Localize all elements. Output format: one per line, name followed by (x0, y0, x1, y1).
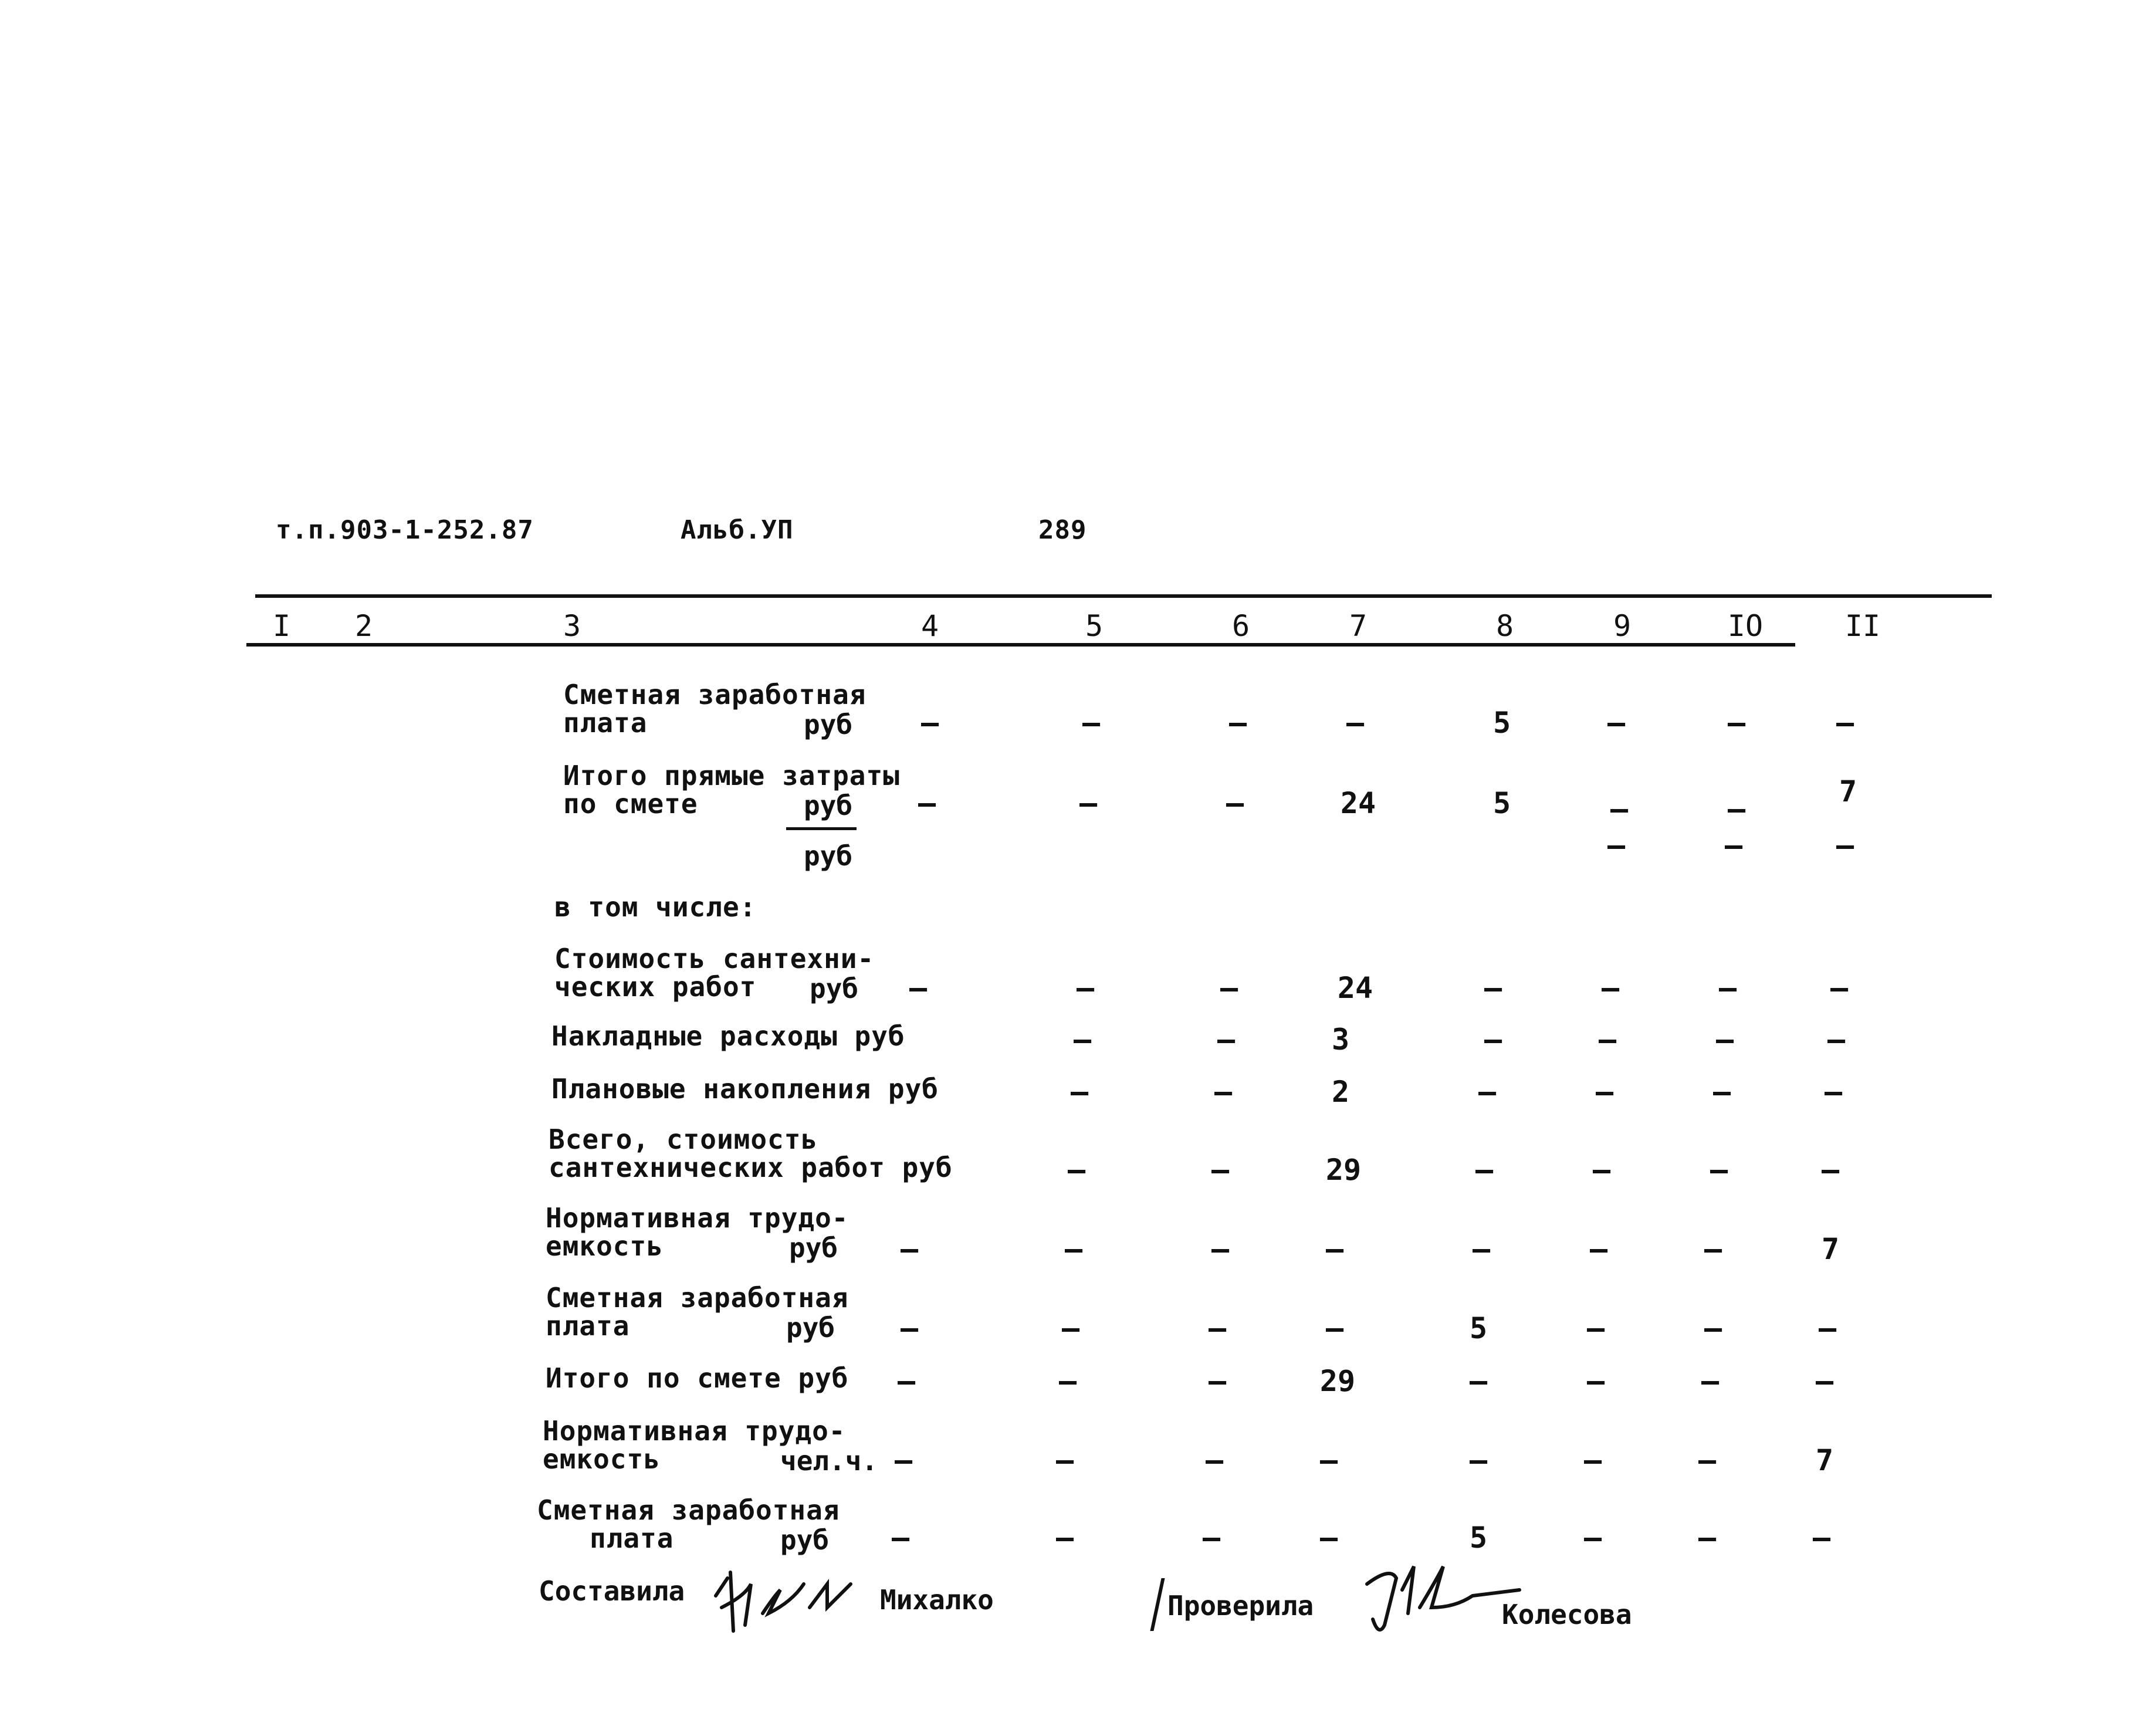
row-label: Нормативная трудо- емкость (546, 1202, 849, 1262)
cell-value: – (1710, 1153, 1728, 1187)
column-number: 9 (1613, 609, 1632, 643)
cell-value: 24 (1337, 971, 1373, 1005)
row-unit: руб (780, 1524, 830, 1556)
cell-value: – (1205, 1443, 1224, 1477)
cell-value: – (918, 786, 936, 820)
cell-value: – (1082, 706, 1101, 740)
cell-value: – (1469, 1364, 1488, 1398)
cell-value: – (1727, 706, 1746, 740)
cell-value: – (891, 1521, 910, 1555)
cell-value: – (1055, 1443, 1074, 1477)
cell-value: – (1824, 1075, 1843, 1109)
row-unit: руб (810, 973, 859, 1004)
compiled-by-name: Михалко (880, 1584, 994, 1616)
row-unit: чел.ч. (780, 1445, 878, 1477)
cell-value: – (1698, 1443, 1717, 1477)
cell-value: – (1607, 828, 1626, 862)
row-label: Сметная заработная плата (546, 1282, 849, 1342)
cell-value: – (1319, 1521, 1338, 1555)
cell-value: 5 (1492, 786, 1511, 820)
document-code: т.п.903-1-252.87 (276, 515, 534, 545)
cell-value: – (1712, 1075, 1731, 1109)
cell-value: – (1836, 706, 1854, 740)
column-number: 8 (1495, 609, 1514, 643)
row-label: Сметная заработная плата (563, 679, 867, 739)
cell-value: – (1202, 1521, 1221, 1555)
row-label: Всего, стоимость сантехнических работ руб (549, 1123, 953, 1183)
cell-value: – (1583, 1521, 1602, 1555)
cell-value: – (894, 1443, 913, 1477)
row-label: Нормативная трудо- емкость (543, 1415, 846, 1475)
cell-value: – (909, 971, 928, 1005)
column-number: 7 (1349, 609, 1368, 643)
row-unit: руб (804, 790, 853, 821)
cell-value: – (1319, 1443, 1338, 1477)
cell-value: – (1607, 706, 1626, 740)
cell-value: 3 (1331, 1023, 1350, 1057)
row-label: Накладные расходы руб (551, 1020, 905, 1052)
cell-value: – (1701, 1364, 1720, 1398)
cell-value: – (1583, 1443, 1602, 1477)
cell-value: – (1079, 786, 1098, 820)
row-unit: руб (804, 840, 853, 872)
cell-value: – (920, 706, 939, 740)
cell-value: – (1076, 971, 1095, 1005)
cell-value: 29 (1319, 1364, 1356, 1398)
compiled-by-label: Составила (539, 1575, 685, 1607)
column-number: 2 (354, 609, 373, 643)
cell-value: – (1610, 792, 1629, 826)
cell-value: – (1715, 1023, 1734, 1057)
cell-value: – (897, 1364, 916, 1398)
cell-value: – (1704, 1311, 1722, 1345)
cell-value: – (1070, 1075, 1089, 1109)
section-label: в том числе: (554, 891, 757, 923)
unit-fraction-line (786, 827, 857, 830)
cell-value: – (1484, 1023, 1502, 1057)
row-label: Стоимость сантехни- ческих работ (554, 943, 875, 1003)
row-unit: руб (804, 709, 853, 740)
cell-value: – (1718, 971, 1737, 1005)
cell-value: – (1827, 1023, 1846, 1057)
cell-value: – (900, 1232, 919, 1266)
cell-value: – (1208, 1311, 1227, 1345)
cell-value: 7 (1815, 1443, 1834, 1477)
cell-value: – (1217, 1023, 1236, 1057)
cell-value: – (1214, 1075, 1233, 1109)
cell-value: 29 (1325, 1153, 1362, 1187)
cell-value: – (1812, 1521, 1831, 1555)
column-number: II (1844, 609, 1881, 643)
cell-value: – (1211, 1232, 1230, 1266)
cell-value: – (1058, 1364, 1077, 1398)
cell-value: – (1727, 792, 1746, 826)
cell-value: – (1211, 1153, 1230, 1187)
row-label: Плановые накопления руб (551, 1073, 939, 1105)
cell-value: – (1226, 786, 1244, 820)
cell-value: – (1592, 1153, 1611, 1187)
cell-value: – (1067, 1153, 1086, 1187)
page-number: 289 (1038, 515, 1087, 545)
cell-value: 5 (1492, 706, 1511, 740)
cell-value: – (1724, 828, 1743, 862)
cell-value: – (1228, 706, 1247, 740)
column-number: I (272, 609, 291, 643)
cell-value: – (1595, 1075, 1614, 1109)
album-label: Альб.УП (681, 515, 794, 545)
cell-value: – (1586, 1364, 1605, 1398)
cell-value: – (1698, 1521, 1717, 1555)
table-header-rule (246, 643, 1795, 647)
column-number: 5 (1085, 609, 1104, 643)
column-number: 4 (920, 609, 939, 643)
cell-value: – (1472, 1232, 1491, 1266)
cell-value: – (1830, 971, 1849, 1005)
cell-value: – (900, 1311, 919, 1345)
cell-value: – (1055, 1521, 1074, 1555)
cell-value: – (1325, 1232, 1344, 1266)
cell-value: – (1469, 1443, 1488, 1477)
cell-value: – (1208, 1364, 1227, 1398)
cell-value: – (1815, 1364, 1834, 1398)
column-number: IO (1727, 609, 1764, 643)
cell-value: – (1061, 1311, 1080, 1345)
cell-value: – (1475, 1153, 1494, 1187)
cell-value: 24 (1340, 786, 1376, 820)
cell-value: – (1064, 1232, 1083, 1266)
cell-value: – (1073, 1023, 1092, 1057)
cell-value: 5 (1469, 1311, 1488, 1345)
cell-value: – (1598, 1023, 1617, 1057)
row-label: Итого прямые затраты по смете (563, 760, 900, 820)
cell-value: – (1601, 971, 1620, 1005)
table-top-rule (255, 594, 1992, 598)
cell-value: – (1346, 706, 1365, 740)
row-unit: руб (789, 1232, 838, 1264)
cell-value: 7 (1839, 774, 1857, 808)
column-number: 6 (1231, 609, 1250, 643)
cell-value: 5 (1469, 1521, 1488, 1555)
cell-value: – (1589, 1232, 1608, 1266)
cell-value: – (1821, 1153, 1840, 1187)
checked-by-name: Колесова (1502, 1599, 1632, 1630)
separator-slash (1150, 1578, 1165, 1631)
cell-value: – (1220, 971, 1238, 1005)
column-number: 3 (563, 609, 581, 643)
cell-value: – (1818, 1311, 1837, 1345)
signature-drawing (710, 1561, 862, 1637)
checked-by-label: Проверила (1167, 1590, 1314, 1622)
cell-value: – (1484, 971, 1502, 1005)
row-label: Итого по смете руб (546, 1362, 849, 1394)
row-label: Сметная заработная плата (537, 1494, 840, 1554)
cell-value: 2 (1331, 1075, 1350, 1109)
row-unit: руб (786, 1312, 835, 1343)
cell-value: – (1325, 1311, 1344, 1345)
cell-value: – (1586, 1311, 1605, 1345)
cell-value: – (1836, 828, 1854, 862)
cell-value: – (1704, 1232, 1722, 1266)
cell-value: 7 (1821, 1232, 1840, 1266)
cell-value: – (1478, 1075, 1497, 1109)
